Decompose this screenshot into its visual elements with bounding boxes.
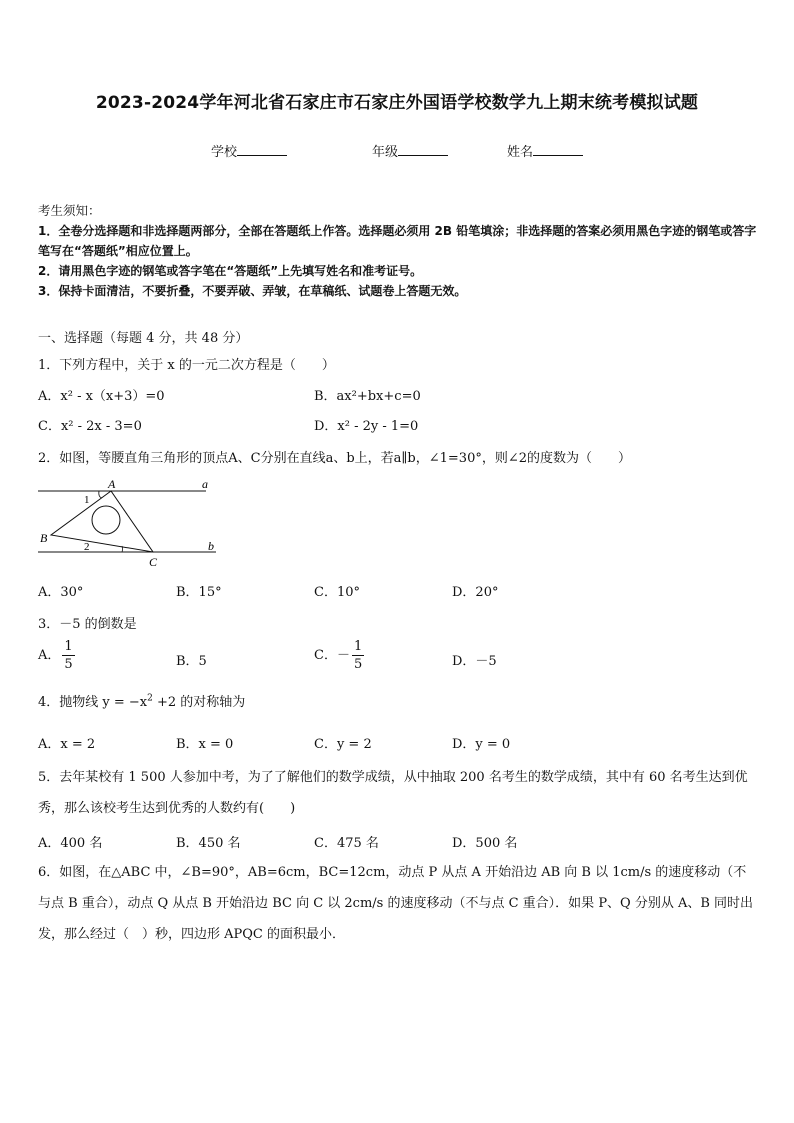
q2-figure bbox=[36, 476, 221, 571]
label-angle-1: 1 bbox=[84, 494, 90, 506]
page-title: 2023-2024学年河北省石家庄市石家庄外国语学校数学九上期末统考模拟试题 bbox=[95, 93, 699, 113]
q1-option-d[interactable]: D．x² - 2y - 1=0 bbox=[314, 419, 419, 434]
q2-option-b[interactable]: B．15° bbox=[176, 585, 222, 600]
triangle-hole bbox=[92, 506, 120, 534]
q3-option-a-fraction: $\frac{1}{5}$ bbox=[64, 639, 73, 672]
q4-stem bbox=[38, 691, 245, 710]
school-label: 学校 bbox=[211, 145, 238, 160]
section-heading: 一、选择题（每题 4 分，共 48 分） bbox=[38, 331, 249, 346]
q3-option-a-label: A． bbox=[38, 648, 61, 663]
label-A: A bbox=[108, 477, 116, 491]
notice-heading: 考生须知： bbox=[38, 203, 101, 218]
label-angle-2: 2 bbox=[84, 541, 90, 553]
q6-stem: 6．如图，在△ABC 中，∠B=90°，AB=6cm，BC=12cm，动点 P 从点 A 开始沿边 AB 向 B 以 1cm/s 的速度移动（不与点 B 重合），动点 Q 从点 B 开始沿边 BC 向 C 以 2cm/s 的速度移动（不与点 C 重合）．如果 P、Q 分别从 A、B 同时出发，那么经过（ ）秒，四边形 APQC 的面积最小． bbox=[38, 865, 754, 942]
q4-option-b[interactable]: B．x = 0 bbox=[176, 737, 234, 752]
label-C: C bbox=[149, 555, 158, 569]
q4-option-a[interactable]: A．x = 2 bbox=[38, 737, 96, 752]
q5-option-c[interactable]: C．475 名 bbox=[314, 836, 379, 851]
q3-option-c[interactable] bbox=[314, 638, 366, 673]
q5-option-b[interactable]: B．450 名 bbox=[176, 836, 241, 851]
label-B: B bbox=[40, 531, 48, 545]
q1-option-a[interactable]: A．x² - x（x+3）=0 bbox=[38, 389, 165, 404]
school-blank[interactable] bbox=[237, 143, 287, 156]
q4-stem-post: +2 的对称轴为 bbox=[152, 695, 246, 710]
q3-option-d[interactable]: D．－5 bbox=[452, 654, 497, 669]
grade-blank[interactable] bbox=[398, 143, 448, 156]
q2-stem: 2．如图，等腰直角三角形的顶点A、C分别在直线a、b上，若a∥b，∠1=30°，则∠2的度数为（ ） bbox=[38, 451, 632, 466]
triangle bbox=[51, 491, 153, 552]
name-field[interactable] bbox=[507, 141, 583, 160]
exam-notice bbox=[38, 201, 758, 301]
q4-option-c[interactable]: C．y = 2 bbox=[314, 737, 372, 752]
label-b: b bbox=[208, 539, 214, 553]
name-blank[interactable] bbox=[533, 143, 583, 156]
q3-option-c-fraction: $\frac{1}{5}$ bbox=[353, 639, 363, 672]
grade-label: 年级 bbox=[372, 145, 399, 160]
notice-item-2: 2．请用黑色字迹的钢笔或答字笔在“答题纸”上先填写姓名和准考证号。 bbox=[38, 264, 423, 278]
q1-stem: 1．下列方程中，关于 x 的一元二次方程是（ ） bbox=[38, 358, 335, 373]
q3-option-c-label: C．－ bbox=[314, 648, 350, 663]
school-field[interactable] bbox=[211, 141, 287, 160]
q4-stem-sup: 2 bbox=[147, 693, 153, 704]
q2-option-a[interactable]: A．30° bbox=[38, 585, 84, 600]
q5-stem: 5．去年某校有 1 500 人参加中考，为了了解他们的数学成绩，从中抽取 200 名考生的数学成绩，其中有 60 名考生达到优秀，那么该校考生达到优秀的人数约有( ) bbox=[38, 770, 748, 816]
q3-stem: 3．－5 的倒数是 bbox=[38, 617, 137, 632]
angle-1-arc bbox=[99, 491, 102, 498]
q3-option-b[interactable]: B．5 bbox=[176, 654, 207, 669]
q4-option-d[interactable]: D．y = 0 bbox=[452, 737, 511, 752]
q3-option-a[interactable] bbox=[38, 638, 77, 673]
q5-option-a[interactable]: A．400 名 bbox=[38, 836, 103, 851]
notice-item-1: 1．全卷分选择题和非选择题两部分，全部在答题纸上作答。选择题必须用 2B 铅笔填涂；非选择题的答案必须用黑色字迹的钢笔或答字笔写在“答题纸”相应位置上。 bbox=[38, 224, 757, 258]
name-label: 姓名 bbox=[507, 145, 534, 160]
q1-option-c[interactable]: C．x² - 2x - 3=0 bbox=[38, 419, 142, 434]
q4-stem-pre: 4．抛物线 y = −x bbox=[38, 695, 148, 710]
angle-2-arc bbox=[122, 546, 123, 552]
notice-item-3: 3．保持卡面清洁，不要折叠，不要弄破、弄皱，在草稿纸、试题卷上答题无效。 bbox=[38, 284, 467, 298]
q5-option-d[interactable]: D．500 名 bbox=[452, 836, 518, 851]
q1-option-b[interactable]: B．ax²+bx+c=0 bbox=[314, 389, 421, 404]
grade-field[interactable] bbox=[372, 141, 448, 160]
q2-option-d[interactable]: D．20° bbox=[452, 585, 499, 600]
label-a: a bbox=[202, 477, 208, 491]
q2-option-c[interactable]: C．10° bbox=[314, 585, 360, 600]
